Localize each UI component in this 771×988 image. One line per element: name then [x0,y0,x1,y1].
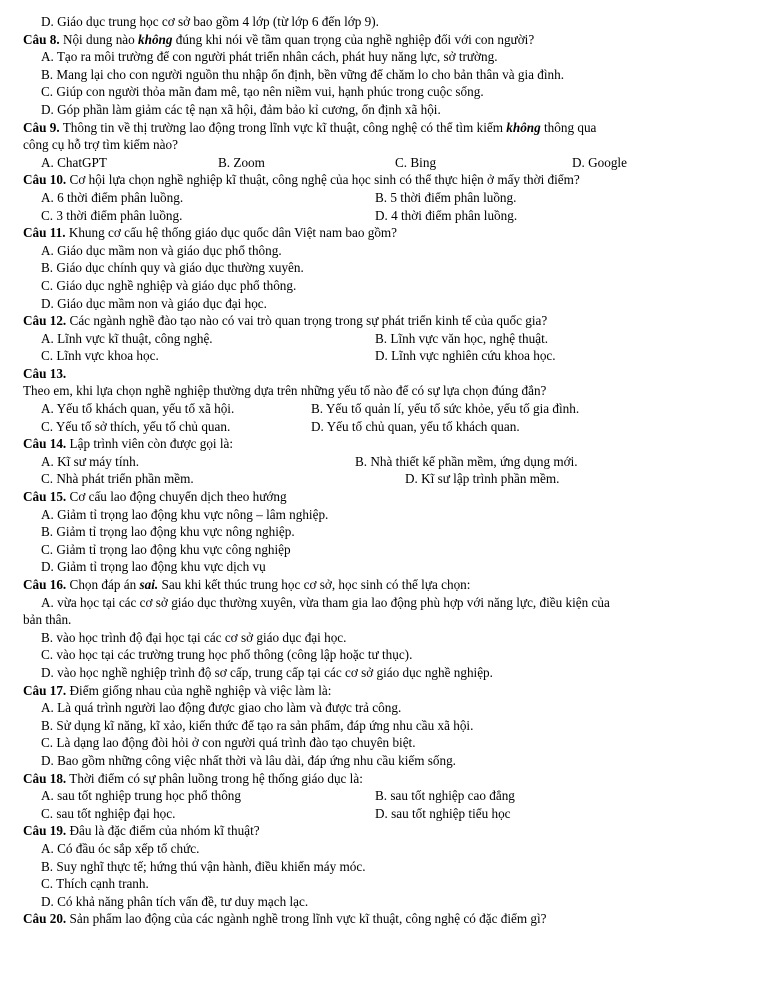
q11-option-d: D. Giáo dục mầm non và giáo dục đại học. [41,295,267,311]
q13-option-b: B. Yếu tố quản lí, yếu tố sức khỏe, yếu tố gia đình. [311,401,580,417]
q16-option-a: A. vừa học tại các cơ sở giáo dục thường xuyên, vừa tham gia lao động phù hợp với năng lực, điều kiện của [41,594,610,610]
q16-option-d: D. vào học nghề nghiệp trình độ sơ cấp, trung cấp tại các cơ sở giáo dục nghề nghiệp. [41,664,493,680]
q8-option-c: C. Giúp con người thỏa mãn đam mê, tạo nên niềm vui, hạnh phúc trong cuộc sống. [41,84,484,100]
question-9: Câu 9. Thông tin về thị trường lao động trong lĩnh vực kĩ thuật, công nghệ có thể tìm kiếm không thông qua [23,119,597,135]
q12-options-row-1 [41,330,751,348]
q12-options-row-2 [41,347,751,365]
q13-option-a: A. Yếu tố khách quan, yếu tố xã hội. [41,401,235,417]
question-9-cont: công cụ hỗ trợ tìm kiếm nào? [23,137,178,153]
q14-option-a: A. Kĩ sư máy tính. [41,453,139,469]
q12-option-b: B. Lĩnh vực văn học, nghệ thuật. [375,330,549,346]
q12-option-d: D. Lĩnh vực nghiên cứu khoa học. [375,348,556,364]
q11-option-c: C. Giáo dục nghề nghiệp và giáo dục phổ thông. [41,277,297,293]
q14-options-row-1 [41,453,751,471]
question-20: Câu 20. Sản phẩm lao động của các ngành nghề trong lĩnh vực kĩ thuật, công nghệ có đặc điểm gì? [23,911,547,927]
q15-option-a: A. Giảm tỉ trọng lao động khu vực nông – lâm nghiệp. [41,506,329,522]
question-11: Câu 11. Khung cơ cấu hệ thống giáo dục quốc dân Việt nam bao gồm? [23,225,398,241]
q15-option-c: C. Giảm tỉ trọng lao động khu vực công nghiệp [41,541,291,557]
q9-option-a: A. ChatGPT [41,154,107,170]
q10-options-row-2 [41,207,751,225]
q15-option-b: B. Giảm tỉ trọng lao động khu vực nông nghiệp. [41,524,295,540]
q11-option-a: A. Giáo dục mầm non và giáo dục phổ thông. [41,242,282,258]
q16-option-b: B. vào học trình độ đại học tại các cơ sở giáo dục đại học. [41,629,347,645]
q11-option-b: B. Giáo dục chính quy và giáo dục thường xuyên. [41,260,304,276]
q8-option-b: B. Mang lại cho con người nguồn thu nhập ổn định, bền vững để chăm lo cho bản thân và gia đình. [41,66,565,82]
q16-option-c: C. vào học tại các trường trung học phổ thông (công lập hoặc tư thục). [41,647,413,663]
question-15: Câu 15. Cơ cấu lao động chuyển dịch theo hướng [23,489,287,505]
option-d-prev: D. Giáo dục trung học cơ sở bao gồm 4 lớp (từ lớp 6 đến lớp 9). [41,14,379,29]
q18-options-row-2 [41,805,751,823]
q19-option-c: C. Thích cạnh tranh. [41,876,149,892]
q19-option-b: B. Suy nghĩ thực tế; hứng thú vận hành, điều khiển máy móc. [41,858,366,874]
q12-option-a: A. Lĩnh vực kĩ thuật, công nghệ. [41,330,213,346]
question-17: Câu 17. Điểm giống nhau của nghề nghiệp và việc làm là: [23,682,332,698]
q9-option-d: D. Google [572,154,627,170]
question-13: Câu 13. [23,365,67,381]
q18-option-b: B. sau tốt nghiệp cao đẳng [375,788,515,804]
q17-option-b: B. Sử dụng kĩ năng, kĩ xảo, kiến thức để tạo ra sản phẩm, đáp ứng nhu cầu xã hội. [41,717,474,733]
q10-options-row-1 [41,189,751,207]
q13-option-d: D. Yếu tố chủ quan, yếu tố khách quan. [311,418,520,434]
q13-options-row-2 [41,418,751,436]
question-16: Câu 16. Chọn đáp án sai. Sau khi kết thúc trung học cơ sở, học sinh có thể lựa chọn: [23,577,471,592]
question-12: Câu 12. Các ngành nghề đào tạo nào có vai trò quan trọng trong sự phát triển kinh tế của quốc gia? [23,313,548,329]
q9-options-row [41,154,751,172]
q19-option-a: A. Có đầu óc sắp xếp tổ chức. [41,840,200,856]
q18-option-d: D. sau tốt nghiệp tiểu học [375,805,511,821]
q10-option-a: A. 6 thời điểm phân luồng. [41,189,184,205]
q18-options-row-1 [41,787,751,805]
q10-option-d: D. 4 thời điểm phân luồng. [375,207,518,223]
q12-option-c: C. Lĩnh vực khoa học. [41,348,159,364]
q14-options-row-2 [41,470,751,488]
q9-option-c: C. Bing [395,154,437,170]
q10-option-b: B. 5 thời điểm phân luồng. [375,189,517,205]
q18-option-c: C. sau tốt nghiệp đại học. [41,805,176,821]
question-8: Câu 8. Nội dung nào không đúng khi nói về tầm quan trọng của nghề nghiệp đối với con người? [23,31,535,47]
question-13-stem: Theo em, khi lựa chọn nghề nghiệp thường dựa trên những yếu tố nào để có sự lựa chọn đúng đắn? [23,383,547,399]
question-label: Câu 9. [23,119,60,135]
q15-option-d: D. Giảm tỉ trọng lao động khu vực dịch vụ [41,559,266,575]
q8-option-d: D. Góp phần làm giảm các tệ nạn xã hội, đảm bảo kỉ cương, ổn định xã hội. [41,101,441,117]
question-14: Câu 14. Lập trình viên còn được gọi là: [23,436,234,452]
question-19: Câu 19. Đâu là đặc điểm của nhóm kĩ thuật? [23,823,260,839]
q8-option-a: A. Tạo ra môi trường để con người phát triển nhân cách, phát huy năng lực, sở trường. [41,49,498,65]
q18-option-a: A. sau tốt nghiệp trung học phổ thông [41,788,241,804]
q19-option-d: D. Có khả năng phân tích vấn đề, tư duy mạch lạc. [41,893,309,909]
q14-option-b: B. Nhà thiết kế phần mềm, ứng dụng mới. [355,453,578,469]
question-10: Câu 10. Cơ hội lựa chọn nghề nghiệp kĩ thuật, công nghệ của học sinh có thể thực hiện ở mấy thời điểm? [23,172,580,188]
q13-options-row-1 [41,400,751,418]
q16-option-a-cont: bản thân. [23,612,72,628]
q10-option-c: C. 3 thời điểm phân luồng. [41,207,183,223]
q17-option-d: D. Bao gồm những công việc nhất thời và lâu dài, đáp ứng nhu cầu kiếm sống. [41,752,456,768]
q9-option-b: B. Zoom [218,154,265,170]
question-label: Câu 8. [23,31,60,47]
q14-option-c: C. Nhà phát triển phần mềm. [41,471,194,487]
q14-option-d: D. Kĩ sư lập trình phần mềm. [405,471,560,487]
q17-option-a: A. Là quá trình người lao động được giao cho làm và được trả công. [41,700,402,716]
q17-option-c: C. Là dạng lao động đòi hỏi ở con người quá trình đào tạo chuyên biệt. [41,735,416,751]
q13-option-c: C. Yếu tố sở thích, yếu tố chủ quan. [41,418,231,434]
question-18: Câu 18. Thời điểm có sự phân luồng trong hệ thống giáo dục là: [23,770,363,786]
